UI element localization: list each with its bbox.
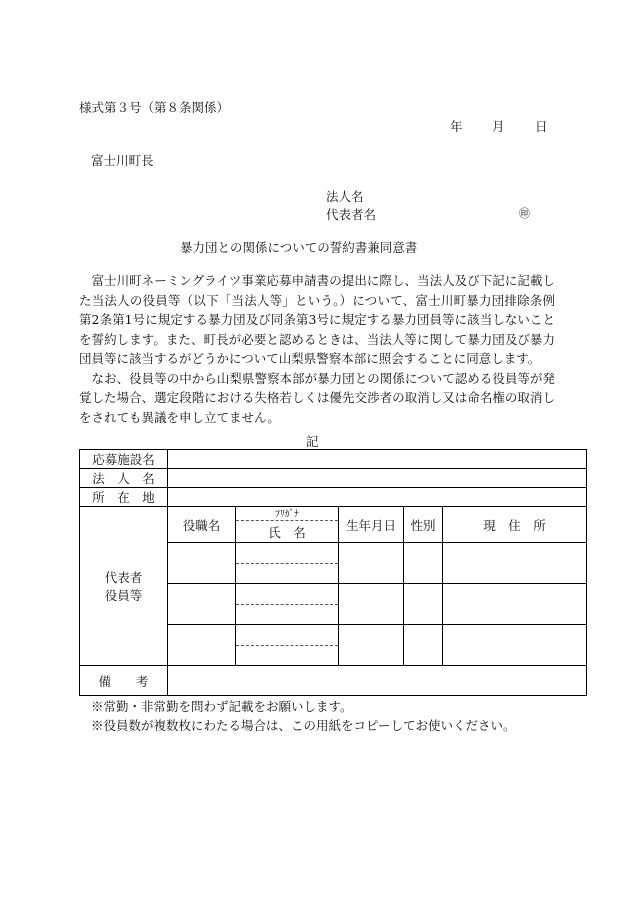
officer-sex-cell[interactable]: [404, 584, 443, 625]
corp-name-label: 法人名: [326, 189, 364, 204]
officer-sex-cell[interactable]: [404, 625, 443, 666]
officer-name-cell[interactable]: [236, 584, 339, 625]
col-furigana: ﾌﾘｶﾞﾅ: [275, 508, 299, 520]
remarks-label: 備 考: [80, 666, 168, 696]
officer-sex-cell[interactable]: [404, 543, 443, 584]
note-2: ※役員数が複数枚にわたる場合は、この用紙をコピーしてお使いください。: [91, 718, 516, 733]
col-name-label: 氏 名: [236, 520, 338, 541]
address-field[interactable]: [168, 488, 587, 507]
rep-name-label: 代表者名: [326, 207, 377, 222]
address-label: 所 在 地: [80, 488, 168, 507]
seal-mark: ㊞: [519, 207, 530, 220]
officer-address-cell[interactable]: [443, 584, 587, 625]
facility-label: 応募施設名: [80, 450, 168, 469]
form-number: 様式第３号（第８条関係）: [79, 100, 230, 115]
facility-field[interactable]: [168, 450, 587, 469]
officer-position-cell[interactable]: [168, 625, 236, 666]
corp-label: 法 人 名: [80, 469, 168, 488]
col-address: 現 住 所: [443, 507, 587, 543]
col-birth: 生年月日: [339, 507, 404, 543]
col-position: 役職名: [168, 507, 236, 543]
ki-heading: 記: [306, 434, 319, 449]
date-month: 月: [492, 119, 505, 134]
officer-birth-cell[interactable]: [339, 584, 404, 625]
officer-birth-cell[interactable]: [339, 543, 404, 584]
officer-address-cell[interactable]: [443, 625, 587, 666]
officer-position-cell[interactable]: [168, 584, 236, 625]
remarks-field[interactable]: [168, 666, 587, 696]
corp-field[interactable]: [168, 469, 587, 488]
officer-birth-cell[interactable]: [339, 625, 404, 666]
body-paragraph-1: 富士川町ネーミングライツ事業応募申請書の提出に際し、当法人及び下記に記載した当法人の役員等（以下「当法人等」という。）について、富士川町暴力団排除条例第2条第1号に規定する暴力団及び同条第3号に規定する暴力団員等に該当しないことを誓約します。また、町長が必要と認めるときは、当法人等に関して暴力団及び暴力団員等に該当するがどうかについて山梨県警察本部に照会することに同意します。: [79, 273, 555, 366]
officer-name-cell[interactable]: [236, 625, 339, 666]
officers-label-line2: 役員等: [104, 588, 143, 603]
col-sex: 性別: [404, 507, 443, 543]
officers-label-line1: 代表者: [104, 570, 143, 585]
body-text: [79, 271, 555, 427]
col-name: [236, 507, 339, 543]
officer-name-cell[interactable]: [236, 543, 339, 584]
officer-table: [79, 449, 587, 696]
addressee: 富士川町長: [91, 153, 154, 168]
date-day: 日: [535, 119, 548, 134]
date-year: 年: [450, 119, 463, 134]
body-paragraph-2: なお、役員等の中から山梨県警察本部が暴力団との関係について認める役員等が発覚した場合、選定段階における失格若しくは優先交渉者の取消し又は命名権の取消しをされても異議を申し立てません。: [79, 370, 555, 425]
officer-address-cell[interactable]: [443, 543, 587, 584]
document-title: 暴力団との関係についての誓約書兼同意書: [180, 240, 418, 255]
note-1: ※常勤・非常勤を問わず記載をお願いします。: [91, 699, 353, 714]
officer-position-cell[interactable]: [168, 543, 236, 584]
officers-label: [80, 507, 168, 666]
